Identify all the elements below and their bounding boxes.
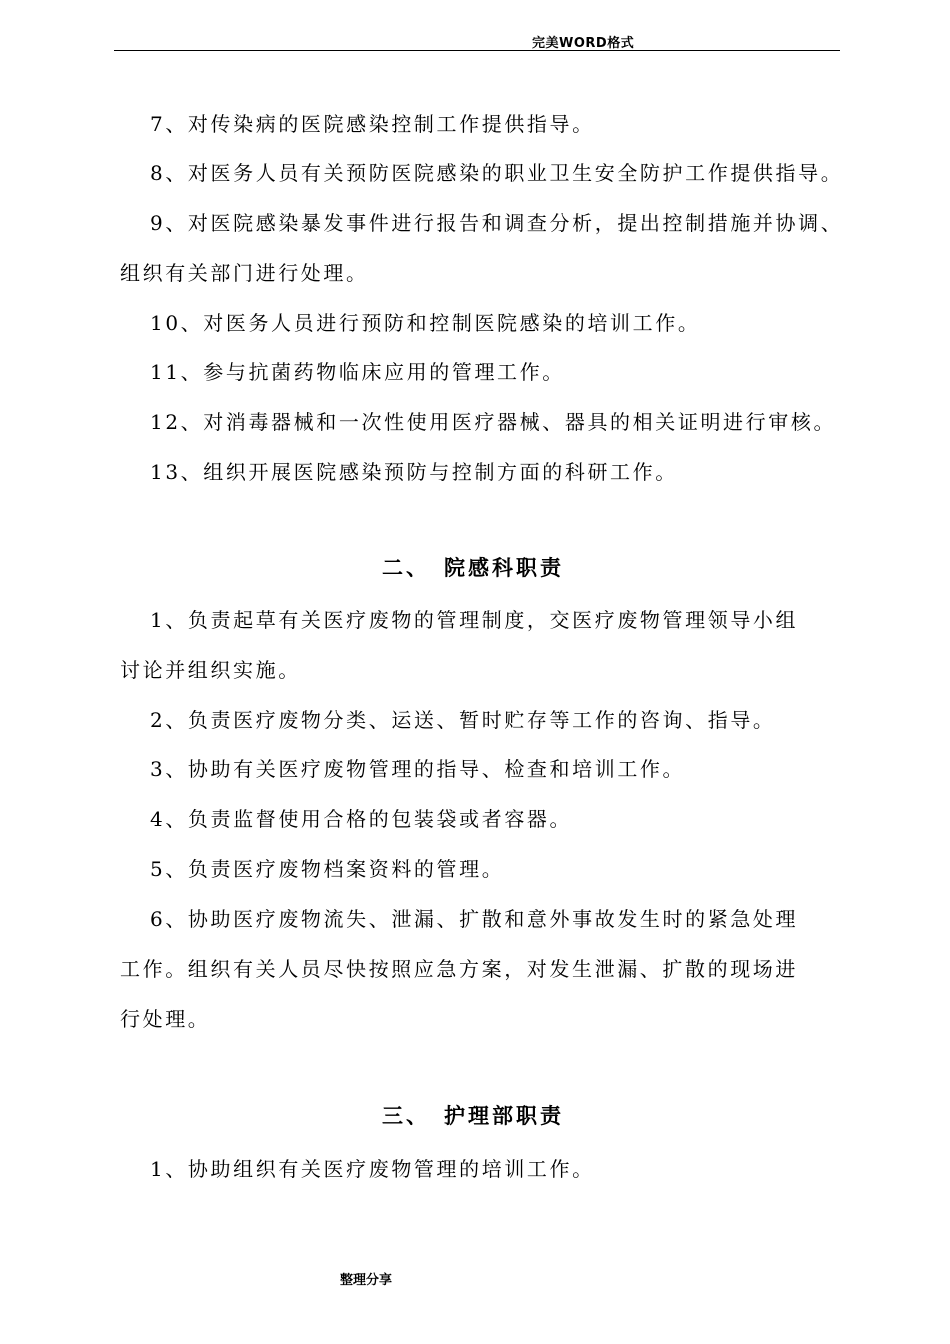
page-header xyxy=(114,26,840,51)
list-item: 11、参与抗菌药物临床应用的管理工作。 xyxy=(150,360,565,384)
list-item: 3、协助有关医疗废物管理的指导、检查和培训工作。 xyxy=(150,757,686,781)
list-item: 5、负责医疗废物档案资料的管理。 xyxy=(150,857,505,881)
list-item: 1、负责起草有关医疗废物的管理制度，交医疗废物管理领导小组 xyxy=(150,608,799,632)
section-heading-3 xyxy=(382,1100,564,1130)
section-number: 三、 xyxy=(382,1104,430,1128)
list-item: 1、协助组织有关医疗废物管理的培训工作。 xyxy=(150,1157,595,1181)
list-item: 8、对医务人员有关预防医院感染的职业卫生安全防护工作提供指导。 xyxy=(150,161,844,185)
page-footer: 整理分享 xyxy=(340,1273,393,1288)
list-item: 9、对医院感染暴发事件进行报告和调查分析，提出控制措施并协调、 xyxy=(150,211,844,235)
list-item: 工作。组织有关人员尽快按照应急方案，对发生泄漏、扩散的现场进 xyxy=(120,957,798,981)
section-title: 护理部职责 xyxy=(444,1104,564,1128)
section-title: 院感科职责 xyxy=(444,556,564,580)
list-item: 讨论并组织实施。 xyxy=(120,658,301,682)
list-item: 行处理。 xyxy=(120,1007,211,1031)
list-item: 组织有关部门进行处理。 xyxy=(120,261,369,285)
list-item: 6、协助医疗废物流失、泄漏、扩散和意外事故发生时的紧急处理 xyxy=(150,907,799,931)
header-text: 完美WORD格式 xyxy=(532,36,635,51)
section-number: 二、 xyxy=(382,556,430,580)
list-item: 4、负责监督使用合格的包装袋或者容器。 xyxy=(150,807,573,831)
list-item: 12、对消毒器械和一次性使用医疗器械、器具的相关证明进行审核。 xyxy=(150,410,837,434)
list-item: 10、对医务人员进行预防和控制医院感染的培训工作。 xyxy=(150,311,701,335)
list-item: 13、组织开展医院感染预防与控制方面的科研工作。 xyxy=(150,460,678,484)
list-item: 7、对传染病的医院感染控制工作提供指导。 xyxy=(150,112,595,136)
section-heading-2 xyxy=(382,552,564,582)
list-item: 2、负责医疗废物分类、运送、暂时贮存等工作的咨询、指导。 xyxy=(150,708,776,732)
